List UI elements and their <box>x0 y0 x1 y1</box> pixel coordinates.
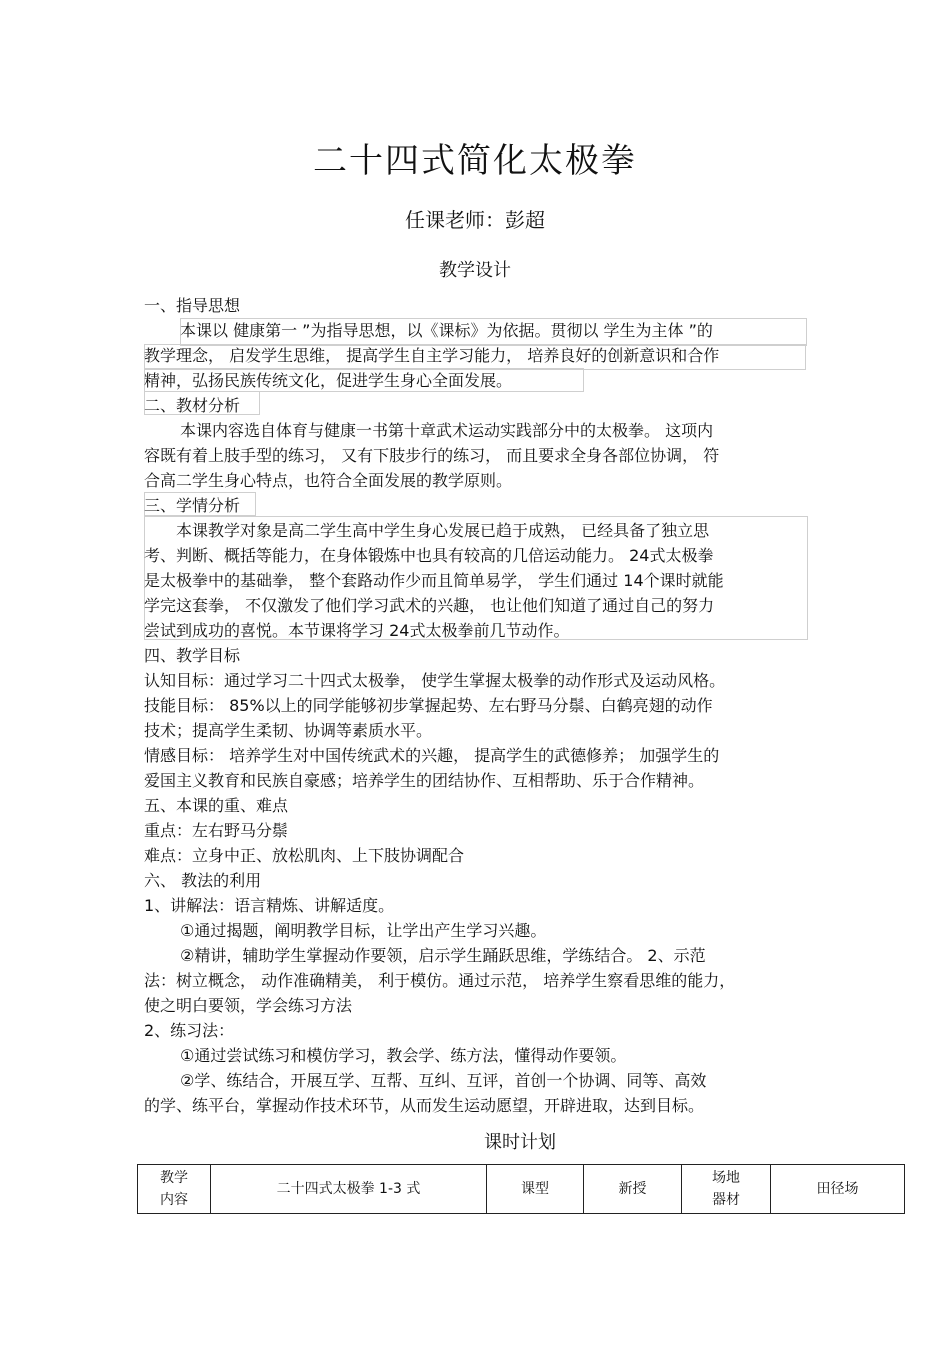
text-line: ①通过揭题，阐明教学目标，让学出产生学习兴趣。 <box>180 921 547 940</box>
text-line: 精神，弘扬民族传统文化，促进学生身心全面发展。 <box>144 371 513 390</box>
text-line: 尝试到成功的喜悦。本节课将学习 24式太极拳前几节动作。 <box>144 621 570 640</box>
text-line: 的学、练平台，掌握动作技术环节，从而发生运动愿望，开辟进取，达到目标。 <box>144 1096 705 1115</box>
text-line: 技能目标： 85%以上的同学能够初步掌握起势、左右野马分鬃、白鹤亮翅的动作 <box>144 696 713 715</box>
text-line: 六、 教法的利用 <box>144 871 262 890</box>
section-heading-plan: 课时计划 <box>484 1132 556 1153</box>
text-line: 2、练习法： <box>144 1021 235 1040</box>
text-line: 合高二学生身心特点，也符合全面发展的教学原则。 <box>144 471 513 490</box>
text-line: ②精讲，辅助学生掌握动作要领，启示学生踊跃思维，学练结合。 2、示范 <box>180 946 706 965</box>
text-line: 五、本课的重、难点 <box>144 796 289 815</box>
text-line: 本课以 健康第一 ”为指导思想，以《课标》为依据。贯彻以 学生为主体 ”的 <box>180 321 713 340</box>
text-line: 一、指导思想 <box>144 296 241 315</box>
text-line: 三、学情分析 <box>144 496 241 515</box>
text-line: ①通过尝试练习和模仿学习，教会学、练方法，懂得动作要领。 <box>180 1046 627 1065</box>
text-line: 爱国主义教育和民族自豪感；培养学生的团结协作、互相帮助、乐于合作精神。 <box>144 771 705 790</box>
text-line: 二、教材分析 <box>144 396 241 415</box>
text-line: 技术；提高学生柔韧、协调等素质水平。 <box>144 721 433 740</box>
text-line: 考、判断、概括等能力，在身体锻炼中也具有较高的几倍运动能力。 24式太极拳 <box>144 546 714 565</box>
table-cell: 田径场 <box>771 1165 905 1214</box>
table-cell: 新授 <box>584 1165 682 1214</box>
table-cell: 二十四式太极拳 1-3 式 <box>211 1165 487 1214</box>
text-line: 认知目标：通过学习二十四式太极拳， 使学生掌握太极拳的动作形式及运动风格。 <box>144 671 726 690</box>
text-line: 容既有着上肢手型的练习， 又有下肢步行的练习， 而且要求全身各部位协调， 符 <box>144 446 720 465</box>
table-cell: 场地 器材 <box>682 1165 771 1214</box>
table-cell: 课型 <box>487 1165 584 1214</box>
text-line: 法：树立概念， 动作准确精美， 利于模仿。通过示范， 培养学生察看思维的能力， <box>144 971 736 990</box>
section-heading-design: 教学设计 <box>439 260 511 281</box>
text-line: 四、教学目标 <box>144 646 241 665</box>
text-line: 情感目标： 培养学生对中国传统武术的兴趣， 提高学生的武德修养； 加强学生的 <box>144 746 720 765</box>
text-line: 本课内容选自体育与健康一书第十章武术运动实践部分中的太极拳。 这项内 <box>180 421 714 440</box>
text-line: 难点：立身中正、放松肌肉、上下肢协调配合 <box>144 846 465 865</box>
document-title: 二十四式简化太极拳 <box>313 141 637 181</box>
teacher-line: 任课老师：彭超 <box>405 208 545 232</box>
table-cell: 教学 内容 <box>138 1165 211 1214</box>
table-row <box>138 1165 905 1214</box>
text-line: 1、讲解法：语言精炼、讲解适度。 <box>144 896 395 915</box>
text-line: ②学、练结合，开展互学、互帮、互纠、互评，首创一个协调、同等、高效 <box>180 1071 707 1090</box>
text-line: 学完这套拳， 不仅激发了他们学习武术的兴趣， 也让他们知道了通过自己的努力 <box>144 596 715 615</box>
text-line: 使之明白要领，学会练习方法 <box>144 996 353 1015</box>
text-line: 教学理念， 启发学生思维， 提高学生自主学习能力， 培养良好的创新意识和合作 <box>144 346 720 365</box>
text-line: 本课教学对象是高二学生高中学生身心发展已趋于成熟， 已经具备了独立思 <box>176 521 710 540</box>
text-line: 是太极拳中的基础拳， 整个套路动作少而且简单易学， 学生们通过 14个课时就能 <box>144 571 724 590</box>
lesson-plan-table <box>137 1164 905 1214</box>
text-line: 重点：左右野马分鬃 <box>144 821 289 840</box>
